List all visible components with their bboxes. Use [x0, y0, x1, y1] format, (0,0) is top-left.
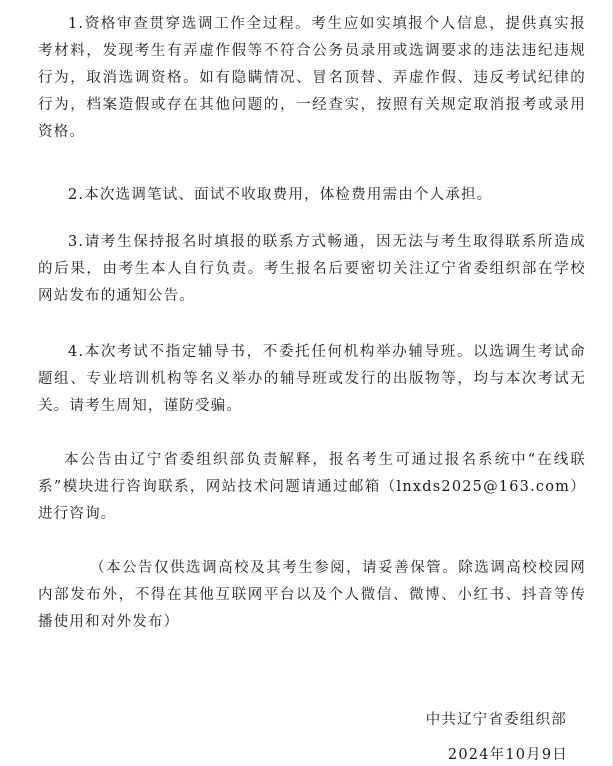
distribution-note: （本公告仅供选调高校及其考生参阅，请妥善保管。除选调高校校园网内部发布外，不得在其他互联网平台以及个人微信、微博、小红书、抖音等传播使用和对外发布） — [38, 560, 586, 630]
clause-3-contact: 3.请考生保持报名时填报的联系方式畅通，因无法与考生取得联系所造成的后果，由考生本人自行负责。考生报名后要密切关注辽宁省委组织部在学校网站发布的通知公告。 — [38, 234, 586, 304]
issuing-organization: 中共辽宁省委组织部 — [425, 712, 567, 728]
issue-date: 2024年10月9日 — [447, 747, 568, 763]
clause-4-no-tutoring: 4.本次考试不指定辅导书，不委托任何机构举办辅导班。以选调生考试命题组、专业培训机构等名义举办的辅导班或发行的出版物等，均与本次考试无关。请考生周知，谨防受骗。 — [38, 344, 586, 414]
interpretation-note: 本公告由辽宁省委组织部负责解释，报名考生可通过报名系统中“在线联系”模块进行咨询联系，网站技术问题请通过邮箱（lnxds2025@163.com）进行咨询。 — [38, 452, 586, 522]
clause-2-fees: 2.本次选调笔试、面试不收取费用，体检费用需由个人承担。 — [68, 187, 493, 203]
clause-1-qualification-review: 1.资格审查贯穿选调工作全过程。考生应如实填报个人信息，提供真实报考材料，发现考生有弄虚作假等不符合公务员录用或选调要求的违法违纪违规行为，取消选调资格。如有隐瞒情况、冒名顶替、弄虚作假、违反考试纪律的行为，档案造假或存在其他问题的，一经查实，按照有关规定取消报考或录用资格。 — [38, 16, 586, 140]
